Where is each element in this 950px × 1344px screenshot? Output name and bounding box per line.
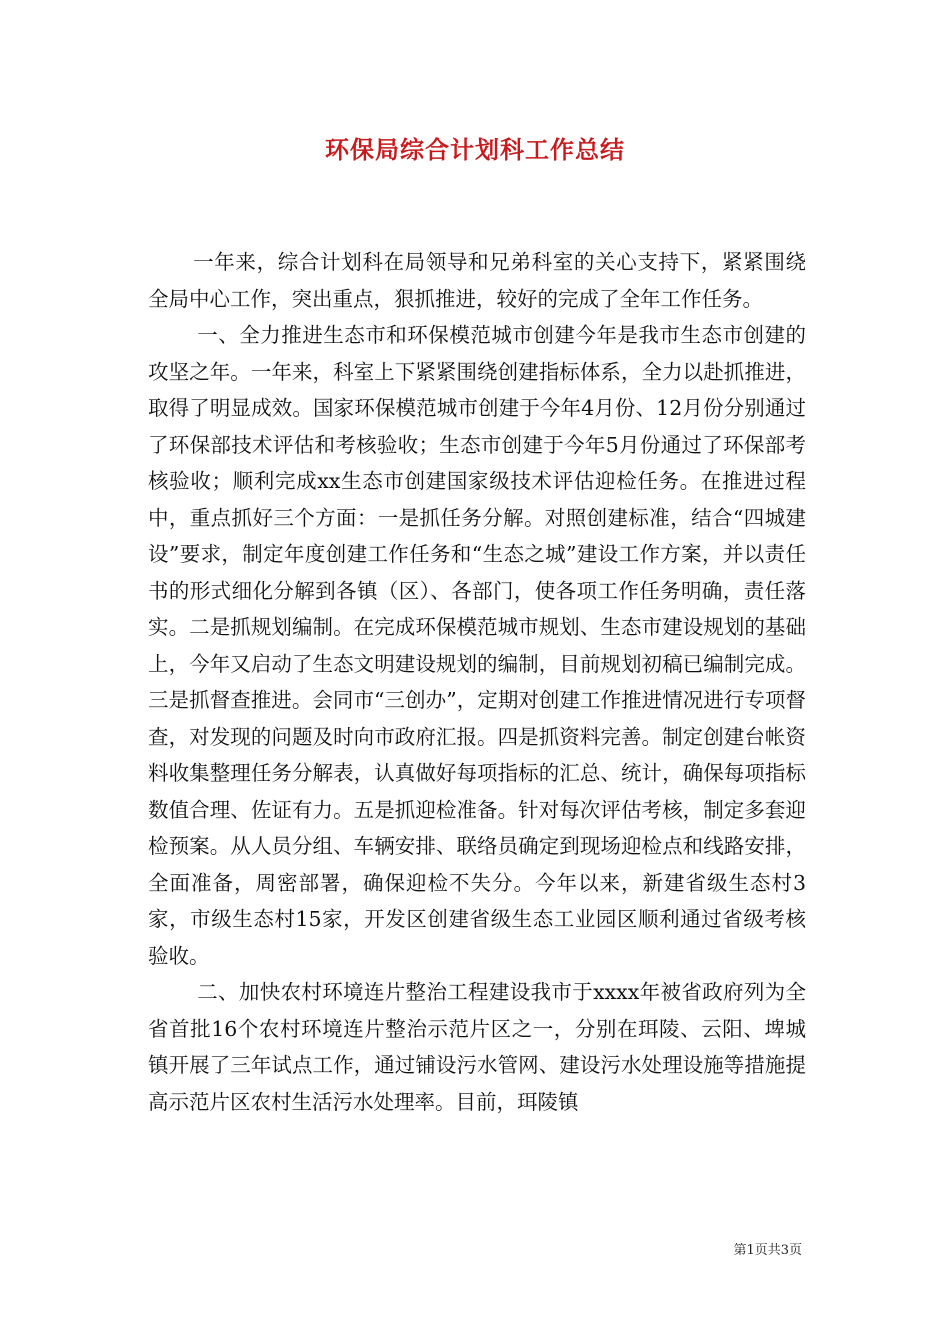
- page-number-footer: 第1页共3页: [733, 1243, 802, 1258]
- paragraph-intro: 一年来，综合计划科在局领导和兄弟科室的关心支持下，紧紧围绕全局中心工作，突出重点，狠抓推进，较好的完成了全年工作任务。: [148, 250, 806, 311]
- paragraph-section-2: 二、加快农村环境连片整治工程建设我市于xxxx年被省政府列为全省首批16个农村环境连片整治示范片区之一，分别在珥陵、云阳、埤城镇开展了三年试点工作，通过铺设污水管网、建设污水处理设施等措施提高示范片区农村生活污水处理率。目前，珥陵镇: [148, 980, 806, 1114]
- paragraph-section-1: 一、全力推进生态市和环保模范城市创建今年是我市生态市创建的攻坚之年。一年来，科室上下紧紧围绕创建指标体系，全力以赴抓推进，取得了明显成效。国家环保模范城市创建于今年4月份、12月份分别通过了环保部技术评估和考核验收；生态市创建于今年5月份通过了环保部考核验收；顺利完成xx生态市创建国家级技术评估迎检任务。在推进过程中，重点抓好三个方面：一是抓任务分解。对照创建标准，结合“四城建设”要求，制定年度创建工作任务和“生态之城”建设工作方案，并以责任书的形式细化分解到各镇（区）、各部门，使各项工作任务明确，责任落实。二是抓规划编制。在完成环保模范城市规划、生态市建设规划的基础上，今年又启动了生态文明建设规划的编制，目前规划初稿已编制完成。三是抓督查推进。会同市“三创办”，定期对创建工作推进情况进行专项督查，对发现的问题及时向市政府汇报。四是抓资料完善。制定创建台帐资料收集整理任务分解表，认真做好每项指标的汇总、统计，确保每项指标数值合理、佐证有力。五是抓迎检准备。针对每次评估考核，制定多套迎检预案。从人员分组、车辆安排、联络员确定到现场迎检点和线路安排，全面准备，周密部署，确保迎检不失分。今年以来，新建省级生态村3家，市级生态村15家，开发区创建省级生态工业园区顺利通过省级考核验收。: [148, 323, 806, 968]
- document-title: 环保局综合计划科工作总结: [325, 136, 625, 164]
- document-body: [148, 244, 806, 1120]
